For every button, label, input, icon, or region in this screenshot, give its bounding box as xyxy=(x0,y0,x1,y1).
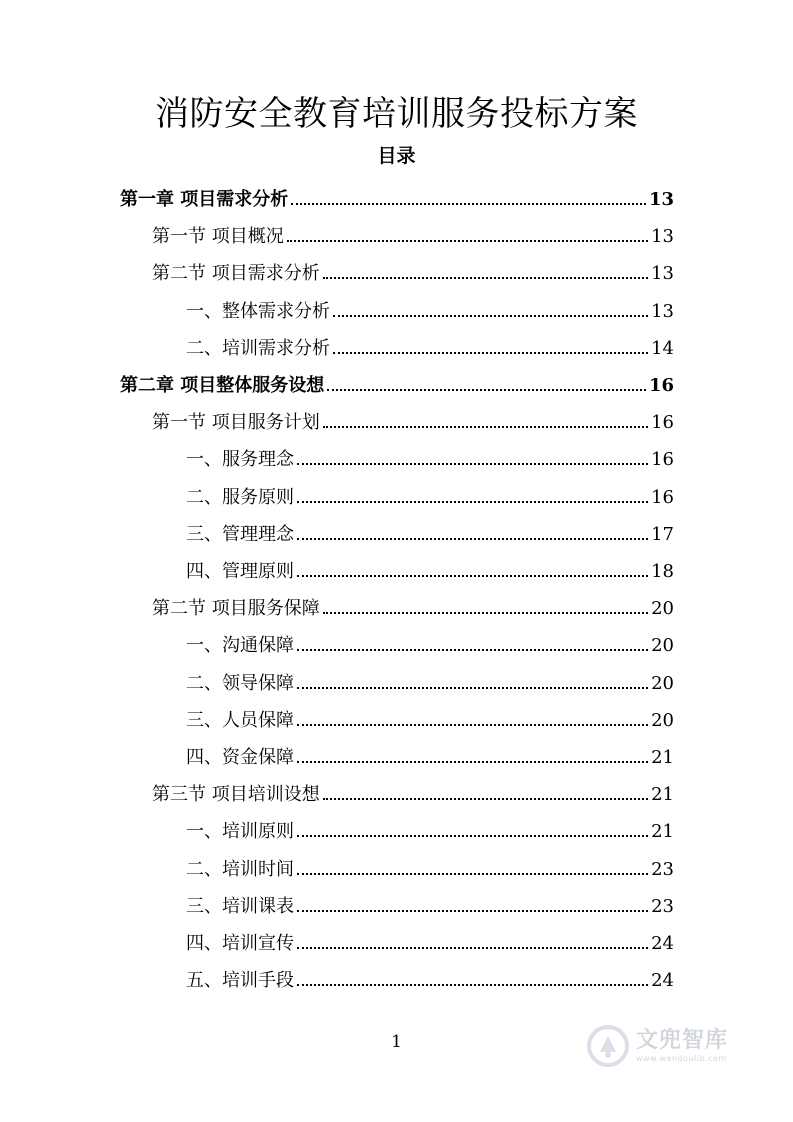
toc-entry[interactable] xyxy=(152,595,674,623)
toc-entry[interactable] xyxy=(152,409,674,437)
document-title: 消防安全教育培训服务投标方案 xyxy=(155,94,638,134)
toc-dot-leader xyxy=(327,389,646,391)
toc-entry-label: 第三节 项目培训设想 xyxy=(152,784,320,806)
watermark-name: 文兜智库 xyxy=(636,1028,729,1053)
toc-dot-leader xyxy=(297,687,648,689)
toc-entry-label: 二、服务原则 xyxy=(186,486,294,508)
toc-entry-page: 21 xyxy=(651,821,674,843)
toc-entry-page: 14 xyxy=(651,337,674,359)
watermark-url: www.wendoulib.com xyxy=(636,1054,727,1063)
toc-entry-label: 第二节 项目需求分析 xyxy=(152,263,320,285)
toc-entry-label: 二、培训时间 xyxy=(186,858,294,880)
toc-entry[interactable] xyxy=(186,335,674,363)
toc-entry-label: 四、资金保障 xyxy=(186,747,294,768)
toc-entry-page: 18 xyxy=(651,561,674,582)
toc-entry-label: 五、培训手段 xyxy=(186,970,294,992)
toc-dot-leader xyxy=(323,798,648,800)
toc-entry-label: 一、服务理念 xyxy=(186,449,294,471)
toc-entry-page: 13 xyxy=(651,226,674,248)
toc-dot-leader xyxy=(323,277,648,279)
toc-entry[interactable] xyxy=(186,893,674,921)
toc-dot-leader xyxy=(297,984,648,986)
toc-entry-label: 第一节 项目概况 xyxy=(152,226,284,248)
toc-entry[interactable] xyxy=(186,856,674,884)
toc-entry[interactable] xyxy=(186,446,674,474)
toc-entry-label: 四、管理原则 xyxy=(186,561,294,582)
toc-entry-page: 17 xyxy=(651,523,674,545)
toc-entry-page: 20 xyxy=(651,635,674,657)
toc-entry[interactable] xyxy=(186,744,674,772)
toc-entry-page: 13 xyxy=(648,189,674,210)
toc-dot-leader xyxy=(333,352,648,354)
toc-entry-label: 第二节 项目服务保障 xyxy=(152,598,320,620)
toc-entry-label: 第一章 项目需求分析 xyxy=(120,189,289,210)
toc-entry-page: 24 xyxy=(651,970,674,992)
toc-entry[interactable] xyxy=(186,558,674,586)
toc-entry[interactable] xyxy=(120,186,674,214)
toc-entry-label: 二、培训需求分析 xyxy=(186,337,330,359)
toc-entry-page: 16 xyxy=(648,375,674,396)
toc-entry[interactable] xyxy=(186,670,674,698)
toc-dot-leader xyxy=(323,426,648,428)
toc-entry-page: 16 xyxy=(651,412,674,434)
toc-heading: 目录 xyxy=(377,145,416,167)
toc-entry[interactable] xyxy=(186,707,674,735)
toc-entry-label: 三、管理理念 xyxy=(186,523,294,545)
toc-dot-leader xyxy=(291,203,646,205)
toc-entry-label: 一、培训原则 xyxy=(186,821,294,843)
toc-entry-page: 21 xyxy=(651,784,674,806)
toc-dot-leader xyxy=(297,910,648,912)
toc-entry[interactable] xyxy=(152,260,674,288)
toc-dot-leader xyxy=(297,463,648,465)
toc-dot-leader xyxy=(297,947,648,949)
toc-dot-leader xyxy=(297,575,648,577)
toc-entry-page: 13 xyxy=(651,300,674,322)
toc-entry-label: 三、培训课表 xyxy=(186,895,294,917)
toc-entry-page: 16 xyxy=(651,449,674,471)
toc-entry-page: 24 xyxy=(651,933,674,954)
toc-entry[interactable] xyxy=(186,632,674,660)
toc-entry[interactable] xyxy=(186,818,674,846)
toc-dot-leader xyxy=(297,538,648,540)
toc-entry-label: 一、整体需求分析 xyxy=(186,300,330,322)
toc-entry-label: 第一节 项目服务计划 xyxy=(152,412,320,434)
toc-entry-label: 四、培训宣传 xyxy=(186,933,294,954)
toc-entry[interactable] xyxy=(186,930,674,958)
toc-entry[interactable] xyxy=(186,967,674,995)
toc-dot-leader xyxy=(297,501,648,503)
toc-entry[interactable] xyxy=(186,484,674,512)
toc-entry-label: 二、领导保障 xyxy=(186,672,294,694)
toc-entry-label: 第二章 项目整体服务设想 xyxy=(120,375,325,396)
watermark-logo-icon xyxy=(586,1024,630,1068)
watermark xyxy=(586,1020,756,1072)
toc-dot-leader xyxy=(297,724,648,726)
toc-dot-leader xyxy=(333,315,648,317)
toc-dot-leader xyxy=(297,873,648,875)
toc-entry-label: 一、沟通保障 xyxy=(186,635,294,657)
toc-dot-leader xyxy=(297,761,648,763)
toc-entry[interactable] xyxy=(152,223,674,251)
toc-entry[interactable] xyxy=(186,298,674,326)
toc-dot-leader xyxy=(297,835,648,837)
toc-dot-leader xyxy=(323,612,648,614)
toc-entry-page: 13 xyxy=(651,263,674,285)
page-number: 1 xyxy=(391,1032,402,1052)
toc-dot-leader xyxy=(287,240,648,242)
toc-entry[interactable] xyxy=(186,521,674,549)
toc-entry[interactable] xyxy=(152,781,674,809)
toc-entry-page: 20 xyxy=(651,672,674,694)
toc-dot-leader xyxy=(297,649,648,651)
toc-entry-page: 23 xyxy=(651,858,674,880)
toc-entry-page: 20 xyxy=(651,598,674,620)
toc-entry[interactable] xyxy=(120,372,674,400)
toc-entry-label: 三、人员保障 xyxy=(186,709,294,731)
toc-entry-page: 23 xyxy=(651,895,674,917)
toc-entry-page: 20 xyxy=(651,709,674,731)
toc-entry-page: 16 xyxy=(651,486,674,508)
toc-entry-page: 21 xyxy=(651,747,674,768)
